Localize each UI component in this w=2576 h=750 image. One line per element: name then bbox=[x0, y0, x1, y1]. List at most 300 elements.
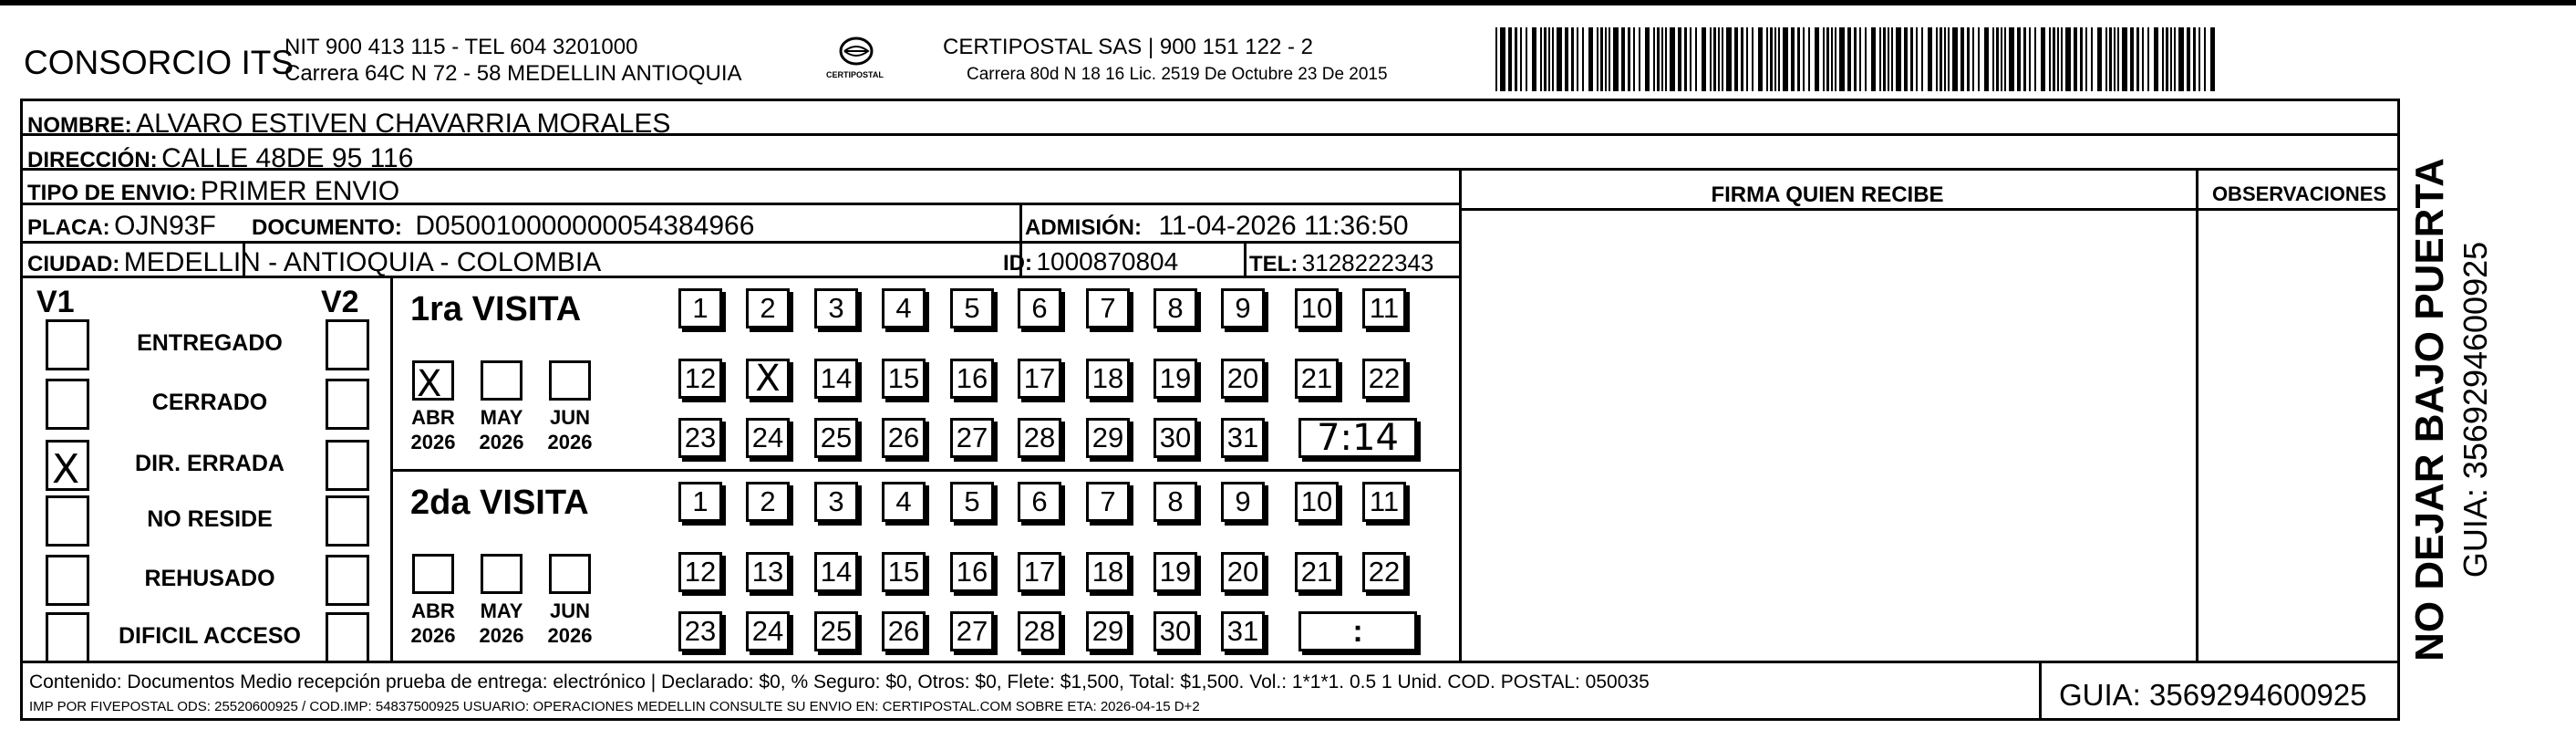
barcode-bar bbox=[1766, 27, 1768, 91]
barcode-bar bbox=[2085, 27, 2087, 91]
day-box[interactable] bbox=[746, 288, 790, 328]
month-label: MAY bbox=[480, 599, 523, 622]
day-box[interactable] bbox=[814, 359, 858, 399]
barcode-bar bbox=[1495, 27, 1497, 91]
day-number: 20 bbox=[1226, 362, 1259, 394]
barcode-bar bbox=[1778, 27, 1780, 91]
side-warning: NO DEJAR BAJO PUERTA bbox=[2407, 158, 2452, 661]
barcode-bar bbox=[2074, 27, 2077, 91]
admision-value: 11-04-2026 11:36:50 bbox=[1158, 211, 1409, 241]
barcode-bar bbox=[1633, 27, 1635, 91]
day-box[interactable] bbox=[678, 288, 722, 328]
day-box[interactable] bbox=[1362, 482, 1406, 522]
barcode-bar bbox=[2130, 27, 2134, 91]
v1-checkbox[interactable] bbox=[46, 555, 89, 606]
barcode-bar bbox=[2029, 27, 2031, 91]
barcode-bar bbox=[1916, 27, 1918, 91]
day-box[interactable] bbox=[1018, 482, 1061, 522]
day-box[interactable] bbox=[746, 359, 790, 399]
day-box[interactable] bbox=[1362, 359, 1406, 399]
barcode-bar bbox=[1854, 27, 1857, 91]
day-number: 15 bbox=[887, 362, 920, 394]
day-number: 12 bbox=[684, 556, 717, 588]
barcode-bar bbox=[1690, 27, 1691, 91]
barcode-bar bbox=[1808, 27, 1810, 91]
day-number: 19 bbox=[1159, 556, 1192, 588]
tel-label: TEL: bbox=[1249, 252, 1298, 276]
day-box[interactable] bbox=[1154, 482, 1197, 522]
barcode-bar bbox=[1960, 27, 1964, 91]
barcode-bar bbox=[1896, 27, 1901, 91]
day-number: 30 bbox=[1159, 615, 1192, 647]
barcode-bar bbox=[1645, 27, 1650, 91]
barcode-bar bbox=[1752, 27, 1754, 91]
company-address: Carrera 64C N 72 - 58 MEDELLIN ANTIOQUIA bbox=[284, 61, 742, 86]
tipo-envio-value: PRIMER ENVIO bbox=[200, 176, 400, 206]
month-checkbox[interactable] bbox=[481, 360, 522, 401]
day-number: 22 bbox=[1368, 556, 1401, 588]
footer-guia: GUIA: 3569294600925 bbox=[2059, 678, 2367, 712]
barcode-bar bbox=[2174, 27, 2176, 91]
day-number: 12 bbox=[684, 362, 717, 394]
day-box[interactable] bbox=[814, 611, 858, 651]
day-box[interactable] bbox=[678, 552, 722, 592]
day-box[interactable] bbox=[1086, 418, 1130, 458]
day-number: 28 bbox=[1023, 615, 1056, 647]
day-box[interactable] bbox=[882, 611, 926, 651]
day-number: 1 bbox=[692, 292, 709, 324]
day-number: 9 bbox=[1235, 292, 1251, 324]
v1-checkbox[interactable] bbox=[46, 495, 89, 547]
barcode-bar bbox=[1996, 27, 1999, 91]
day-number: 7 bbox=[1100, 485, 1116, 517]
barcode-bar bbox=[1597, 27, 1598, 91]
barcode-bar bbox=[2147, 27, 2149, 91]
day-box[interactable] bbox=[1154, 611, 1197, 651]
day-number: 15 bbox=[887, 556, 920, 588]
day-box[interactable] bbox=[1221, 418, 1265, 458]
day-number: 6 bbox=[1031, 292, 1048, 324]
day-number: 31 bbox=[1226, 422, 1259, 453]
barcode-bar bbox=[1661, 27, 1663, 91]
month-checkbox[interactable] bbox=[412, 360, 454, 405]
time-box[interactable] bbox=[1298, 611, 1417, 651]
barcode-bar bbox=[1883, 27, 1886, 91]
day-box[interactable] bbox=[1154, 359, 1197, 399]
day-box[interactable] bbox=[882, 552, 926, 592]
v2-checkbox[interactable] bbox=[326, 612, 369, 663]
day-box[interactable] bbox=[746, 482, 790, 522]
barcode-bar bbox=[2193, 27, 2196, 91]
day-box[interactable] bbox=[1221, 482, 1265, 522]
day-box[interactable] bbox=[1018, 359, 1061, 399]
day-number: 18 bbox=[1091, 556, 1124, 588]
day-box[interactable] bbox=[1295, 482, 1339, 522]
month-checkbox[interactable] bbox=[412, 554, 454, 594]
documento-label: DOCUMENTO: bbox=[252, 215, 402, 240]
barcode-bar bbox=[1639, 27, 1640, 91]
barcode-bar bbox=[1879, 27, 1881, 91]
barcode-bar bbox=[1940, 27, 1942, 91]
certipostal-name: CERTIPOSTAL SAS | 900 151 122 - 2 bbox=[943, 35, 1313, 59]
day-number: 11 bbox=[1369, 485, 1400, 517]
day-number: 16 bbox=[956, 556, 988, 588]
v2-checkbox[interactable] bbox=[326, 555, 369, 606]
day-number: 26 bbox=[887, 422, 920, 453]
day-box[interactable] bbox=[1086, 359, 1130, 399]
month-label: MAY bbox=[480, 406, 523, 429]
day-box[interactable] bbox=[1362, 552, 1406, 592]
barcode-bar bbox=[2109, 27, 2112, 91]
barcode-bar bbox=[1515, 27, 1517, 91]
visit-title: 2da VISITA bbox=[410, 484, 589, 522]
day-number: 2 bbox=[760, 485, 776, 517]
month-checkbox[interactable] bbox=[481, 554, 522, 594]
day-box[interactable] bbox=[882, 418, 926, 458]
firma-header: FIRMA QUIEN RECIBE bbox=[1711, 182, 1944, 207]
day-number: 23 bbox=[684, 615, 717, 647]
day-box[interactable] bbox=[1018, 611, 1061, 651]
day-box[interactable] bbox=[950, 418, 994, 458]
reason-label: REHUSADO bbox=[144, 566, 275, 591]
day-box[interactable] bbox=[1086, 288, 1130, 328]
barcode-bar bbox=[2091, 27, 2093, 91]
v1-checkbox-mark: X bbox=[52, 446, 80, 493]
v1-checkbox[interactable] bbox=[46, 440, 89, 491]
barcode-bar bbox=[1823, 27, 1825, 91]
barcode-bar bbox=[2065, 27, 2071, 91]
time-box[interactable] bbox=[1298, 418, 1417, 458]
time-value: 7:14 bbox=[1317, 417, 1399, 459]
day-box[interactable] bbox=[882, 482, 926, 522]
barcode-bar bbox=[2198, 27, 2200, 91]
v2-checkbox[interactable] bbox=[326, 319, 369, 370]
barcode-bar bbox=[1978, 27, 1980, 91]
footer-imp-line: IMP POR FIVEPOSTAL ODS: 25520600925 / COD.IMP: 54837500925 USUARIO: OPERACIONES MEDELLIN CONSULTE SU ENVIO EN: CERTIPOSTAL.COM SOBRE ETA: 2026-04-15 D+2 bbox=[29, 699, 1200, 714]
barcode-bar bbox=[1600, 27, 1603, 91]
day-number: 21 bbox=[1300, 362, 1333, 394]
barcode-bar bbox=[2097, 27, 2102, 91]
day-number: 27 bbox=[956, 422, 988, 453]
barcode-bar bbox=[1972, 27, 1974, 91]
day-number: 8 bbox=[1167, 292, 1184, 324]
nombre-value: ALVARO ESTIVEN CHAVARRIA MORALES bbox=[136, 109, 671, 139]
barcode-bar bbox=[1713, 27, 1716, 91]
day-box[interactable] bbox=[1154, 288, 1197, 328]
day-number: 8 bbox=[1167, 485, 1184, 517]
day-box[interactable] bbox=[882, 359, 926, 399]
day-box[interactable] bbox=[1362, 288, 1406, 328]
day-number: 24 bbox=[751, 615, 784, 647]
observaciones-header: OBSERVACIONES bbox=[2211, 182, 2387, 205]
barcode-bar bbox=[2114, 27, 2116, 91]
certipostal-logo bbox=[824, 33, 888, 88]
day-box[interactable] bbox=[950, 611, 994, 651]
day-number: 18 bbox=[1091, 362, 1124, 394]
day-number: 11 bbox=[1369, 292, 1400, 324]
barcode-bar bbox=[1588, 27, 1593, 91]
barcode-bar bbox=[1657, 27, 1660, 91]
barcode-bar bbox=[2154, 27, 2158, 91]
barcode-bar bbox=[2023, 27, 2026, 91]
barcode bbox=[1495, 27, 2220, 91]
day-box[interactable] bbox=[678, 418, 722, 458]
year-label: 2026 bbox=[410, 431, 456, 453]
month-checkbox[interactable] bbox=[549, 554, 591, 594]
barcode-bar bbox=[2004, 27, 2006, 91]
day-box[interactable] bbox=[1295, 359, 1339, 399]
barcode-bar bbox=[1653, 27, 1655, 91]
barcode-bar bbox=[2057, 27, 2059, 91]
barcode-bar bbox=[1948, 27, 1950, 91]
barcode-bar bbox=[1865, 27, 1867, 91]
barcode-bar bbox=[2105, 27, 2107, 91]
barcode-bar bbox=[2001, 27, 2002, 91]
nombre-label: NOMBRE: bbox=[27, 113, 132, 138]
day-box[interactable] bbox=[1154, 552, 1197, 592]
day-box[interactable] bbox=[678, 482, 722, 522]
day-number: 14 bbox=[820, 362, 853, 394]
day-number: 14 bbox=[820, 556, 853, 588]
day-number: 17 bbox=[1023, 362, 1056, 394]
barcode-bar bbox=[2041, 27, 2045, 91]
barcode-bar bbox=[1888, 27, 1889, 91]
barcode-bar bbox=[2053, 27, 2055, 91]
day-box[interactable] bbox=[678, 359, 722, 399]
day-box[interactable] bbox=[1295, 288, 1339, 328]
day-number: 9 bbox=[1235, 485, 1251, 517]
month-label: ABR bbox=[411, 406, 455, 429]
barcode-bar bbox=[2187, 27, 2190, 91]
day-number: 3 bbox=[828, 485, 844, 517]
day-box[interactable] bbox=[814, 288, 858, 328]
placa-value: OJN93F bbox=[114, 211, 216, 241]
barcode-bar bbox=[1839, 27, 1845, 91]
day-box[interactable] bbox=[1221, 552, 1265, 592]
ciudad-value: MEDELLIN - ANTIOQUIA - COLOMBIA bbox=[123, 247, 602, 277]
barcode-bar bbox=[1797, 27, 1800, 91]
barcode-bar bbox=[2210, 27, 2215, 91]
barcode-bar bbox=[1741, 27, 1743, 91]
v2-checkbox[interactable] bbox=[326, 440, 369, 491]
year-label: 2026 bbox=[547, 624, 593, 647]
barcode-bar bbox=[2080, 27, 2083, 91]
barcode-bar bbox=[1577, 27, 1578, 91]
day-box[interactable] bbox=[746, 611, 790, 651]
barcode-bar bbox=[2122, 27, 2127, 91]
day-box[interactable] bbox=[678, 611, 722, 651]
barcode-bar bbox=[2034, 27, 2036, 91]
documento-value: D050010000000054384966 bbox=[415, 211, 755, 241]
barcode-bar bbox=[1774, 27, 1776, 91]
barcode-bar bbox=[1952, 27, 1958, 91]
reason-label: DIR. ERRADA bbox=[135, 451, 284, 476]
day-number: 20 bbox=[1226, 556, 1259, 588]
visit-title: 1ra VISITA bbox=[410, 290, 582, 328]
day-box[interactable] bbox=[814, 418, 858, 458]
day-number: 27 bbox=[956, 615, 988, 647]
v2-checkbox[interactable] bbox=[326, 379, 369, 430]
barcode-bar bbox=[1532, 27, 1536, 91]
day-box[interactable] bbox=[814, 482, 858, 522]
barcode-bar bbox=[2009, 27, 2014, 91]
logo-text: CERTIPOSTAL bbox=[826, 70, 884, 79]
day-box[interactable] bbox=[1154, 418, 1197, 458]
barcode-bar bbox=[1520, 27, 1522, 91]
v1-checkbox[interactable] bbox=[46, 319, 89, 370]
barcode-bar bbox=[1722, 27, 1723, 91]
day-box[interactable] bbox=[950, 552, 994, 592]
day-number: 26 bbox=[887, 615, 920, 647]
barcode-bar bbox=[2162, 27, 2164, 91]
barcode-bar bbox=[1605, 27, 1607, 91]
footer-content-line: Contenido: Documentos Medio recepción prueba de entrega: electrónico | Declarado: $0, % Seguro: $0, Otros: $0, Flete: $1,500, Total: $1,500. Vol.: 1*1*1. 0.5 1 Unid. COD. POSTAL: 050035 bbox=[29, 672, 1650, 693]
barcode-bar bbox=[1613, 27, 1619, 91]
month-label: ABR bbox=[411, 599, 455, 622]
day-number: 1 bbox=[692, 485, 709, 517]
v1-checkbox[interactable] bbox=[46, 612, 89, 663]
day-box[interactable] bbox=[1221, 611, 1265, 651]
barcode-bar bbox=[1670, 27, 1675, 91]
reason-label: ENTREGADO bbox=[137, 330, 283, 356]
year-label: 2026 bbox=[410, 624, 456, 647]
certipostal-address: Carrera 80d N 18 16 Lic. 2519 De Octubre 23 De 2015 bbox=[967, 65, 1388, 84]
barcode-bar bbox=[1710, 27, 1712, 91]
barcode-bar bbox=[1665, 27, 1667, 91]
day-box[interactable] bbox=[1018, 552, 1061, 592]
day-number: 17 bbox=[1023, 556, 1056, 588]
placa-label: PLACA: bbox=[27, 215, 110, 240]
barcode-bar bbox=[1992, 27, 1994, 91]
reason-label: CERRADO bbox=[151, 390, 268, 415]
barcode-bar bbox=[2136, 27, 2139, 91]
barcode-bar bbox=[1609, 27, 1610, 91]
day-number: 4 bbox=[895, 292, 912, 324]
barcode-bar bbox=[1921, 27, 1923, 91]
barcode-bar bbox=[1831, 27, 1833, 91]
day-box[interactable] bbox=[1018, 418, 1061, 458]
day-box[interactable] bbox=[746, 552, 790, 592]
day-box[interactable] bbox=[950, 288, 994, 328]
day-number: 2 bbox=[760, 292, 776, 324]
barcode-bar bbox=[1791, 27, 1795, 91]
day-box[interactable] bbox=[746, 418, 790, 458]
day-number: 25 bbox=[820, 615, 853, 647]
barcode-bar bbox=[1548, 27, 1550, 91]
tel-value: 3128222343 bbox=[1301, 249, 1434, 276]
barcode-bar bbox=[1695, 27, 1697, 91]
barcode-bar bbox=[1582, 27, 1584, 91]
id-label: ID: bbox=[1003, 251, 1032, 276]
barcode-bar bbox=[1871, 27, 1876, 91]
day-number: 10 bbox=[1300, 292, 1333, 324]
barcode-bar bbox=[1859, 27, 1861, 91]
barcode-bar bbox=[1540, 27, 1542, 91]
day-box[interactable] bbox=[1295, 552, 1339, 592]
barcode-bar bbox=[1910, 27, 1913, 91]
month-label: JUN bbox=[549, 406, 590, 429]
day-box[interactable] bbox=[1221, 359, 1265, 399]
barcode-bar bbox=[1826, 27, 1829, 91]
barcode-bar bbox=[1815, 27, 1819, 91]
v2-label: V2 bbox=[321, 285, 359, 319]
day-box[interactable] bbox=[1221, 288, 1265, 328]
month-checkbox[interactable] bbox=[549, 360, 591, 401]
barcode-bar bbox=[2142, 27, 2144, 91]
barcode-bar bbox=[1803, 27, 1805, 91]
tipo-envio-label: TIPO DE ENVIO: bbox=[27, 181, 197, 205]
time-value: : bbox=[1352, 613, 1363, 649]
v1-checkbox[interactable] bbox=[46, 379, 89, 430]
day-number: 7 bbox=[1100, 292, 1116, 324]
v2-checkbox[interactable] bbox=[326, 495, 369, 547]
day-number: 29 bbox=[1091, 422, 1124, 453]
side-guia: GUIA: 3569294600925 bbox=[2457, 241, 2494, 578]
day-number: 5 bbox=[964, 485, 980, 517]
day-box[interactable] bbox=[814, 552, 858, 592]
day-number: 31 bbox=[1226, 615, 1259, 647]
day-box[interactable] bbox=[1086, 611, 1130, 651]
barcode-bar bbox=[1726, 27, 1732, 91]
barcode-bar bbox=[1746, 27, 1748, 91]
barcode-bar bbox=[1526, 27, 1527, 91]
barcode-bar bbox=[2117, 27, 2119, 91]
day-number: 13 bbox=[751, 556, 784, 588]
barcode-bar bbox=[1936, 27, 1938, 91]
barcode-bar bbox=[1928, 27, 1932, 91]
day-number: 4 bbox=[895, 485, 912, 517]
day-box[interactable] bbox=[882, 288, 926, 328]
day-box[interactable] bbox=[1086, 552, 1130, 592]
day-box[interactable] bbox=[1086, 482, 1130, 522]
barcode-bar bbox=[1557, 27, 1562, 91]
barcode-bar bbox=[2178, 27, 2184, 91]
day-number: 23 bbox=[684, 422, 717, 453]
barcode-bar bbox=[1718, 27, 1720, 91]
barcode-bar bbox=[1500, 27, 1505, 91]
day-number: 3 bbox=[828, 292, 844, 324]
reason-label: DIFICIL ACCESO bbox=[118, 623, 301, 649]
day-box[interactable] bbox=[950, 359, 994, 399]
barcode-bar bbox=[1904, 27, 1908, 91]
barcode-bar bbox=[1684, 27, 1687, 91]
day-box[interactable] bbox=[950, 482, 994, 522]
barcode-bar bbox=[1544, 27, 1547, 91]
day-box[interactable] bbox=[1018, 288, 1061, 328]
year-label: 2026 bbox=[547, 431, 593, 453]
barcode-bar bbox=[2017, 27, 2021, 91]
ciudad-label: CIUDAD: bbox=[27, 252, 120, 276]
reason-label: NO RESIDE bbox=[147, 506, 273, 532]
company-name: CONSORCIO ITS bbox=[24, 44, 295, 81]
day-number: 5 bbox=[964, 292, 980, 324]
month-mark: X bbox=[417, 363, 442, 405]
barcode-bar bbox=[1835, 27, 1836, 91]
year-label: 2026 bbox=[479, 431, 524, 453]
barcode-bar bbox=[1967, 27, 1970, 91]
barcode-bar bbox=[2049, 27, 2051, 91]
day-number: 10 bbox=[1300, 485, 1333, 517]
barcode-bar bbox=[1783, 27, 1788, 91]
barcode-bar bbox=[1734, 27, 1738, 91]
day-number: 19 bbox=[1159, 362, 1192, 394]
barcode-bar bbox=[1552, 27, 1554, 91]
day-number: 16 bbox=[956, 362, 988, 394]
barcode-bar bbox=[1758, 27, 1763, 91]
barcode-bar bbox=[1571, 27, 1574, 91]
barcode-bar bbox=[1984, 27, 1989, 91]
barcode-bar bbox=[2170, 27, 2172, 91]
